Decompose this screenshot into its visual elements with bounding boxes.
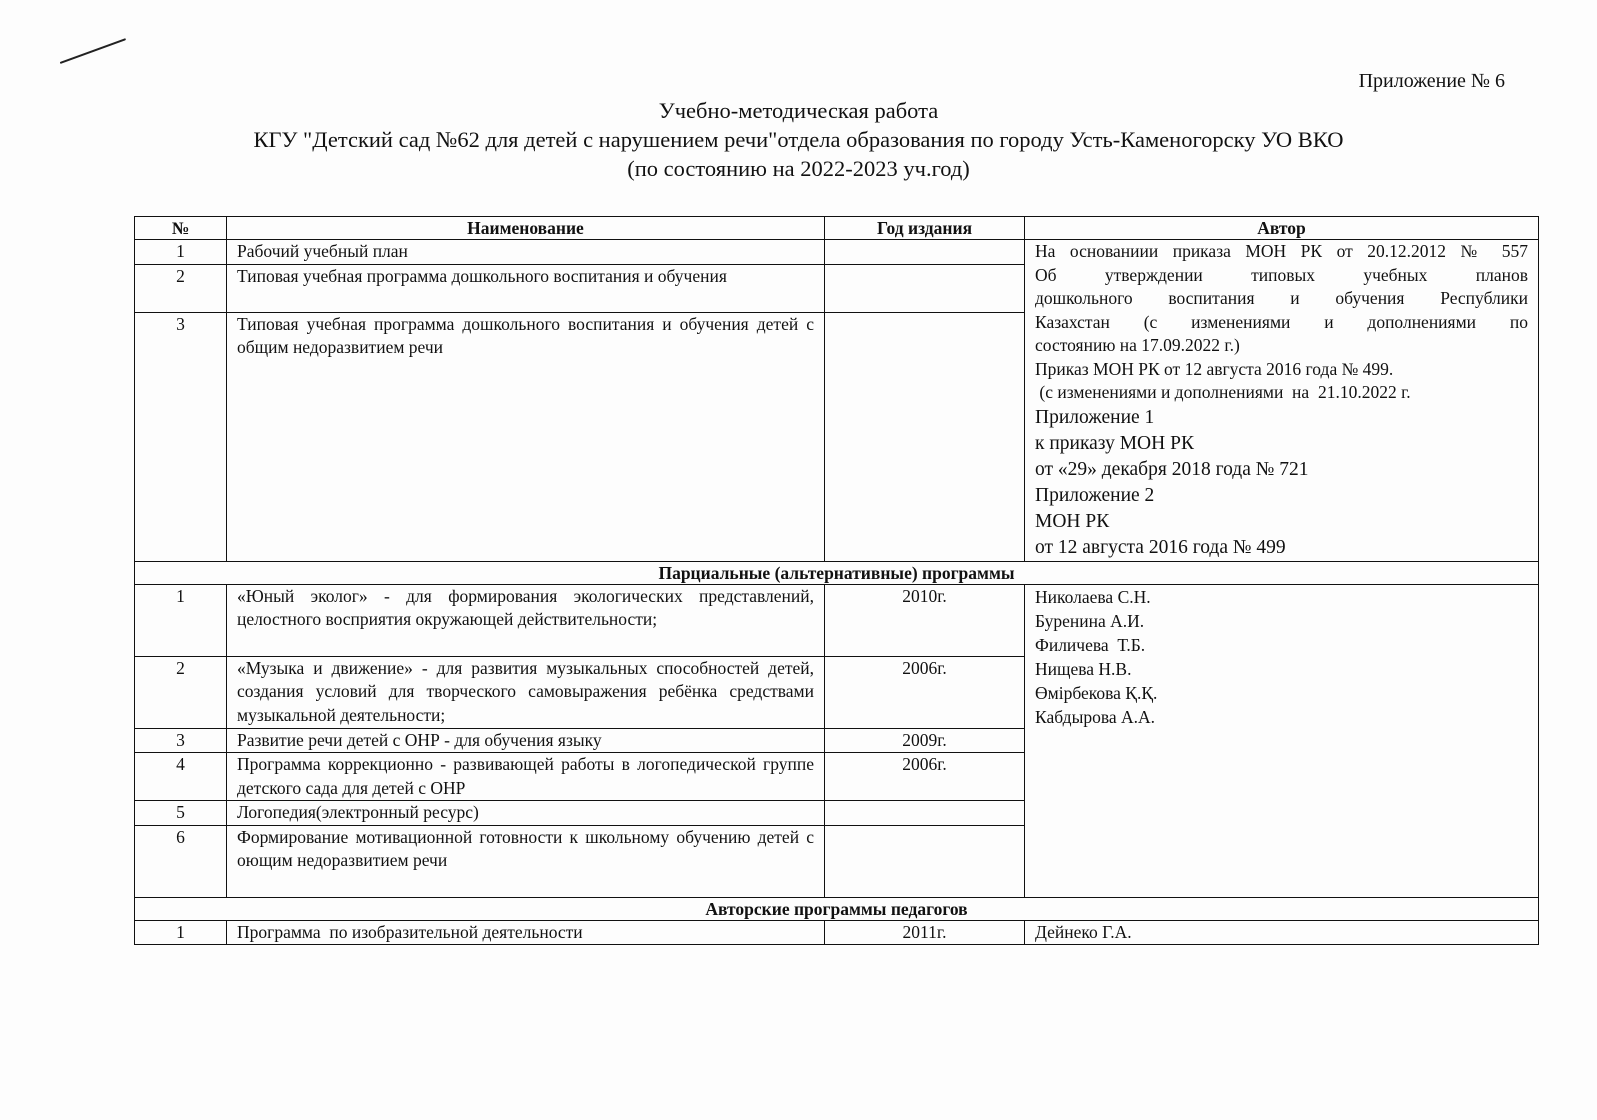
author-line: (с изменениями и дополнениями на 21.10.2022 г.	[1035, 382, 1411, 402]
row-number: 1	[135, 584, 227, 656]
author-line: На основаниии приказа МОН РК от 20.12.2012 № 557	[1035, 241, 1528, 261]
author-line: состоянию на 17.09.2022 г.)	[1035, 335, 1240, 355]
row-name: Программа коррекционно - развивающей работы в логопедической группе детского сада для детей с ОНР	[227, 753, 825, 801]
section-row	[135, 897, 1539, 920]
title-line-2: КГУ "Детский сад №62 для детей с нарушением речи"отдела образования по городу Усть-Каменогорску УО ВКО	[253, 127, 1344, 152]
author-line: Казахстан (с изменениями и дополнениями по	[1035, 311, 1528, 332]
row-number: 1	[135, 920, 227, 945]
author-name: Өмірбекова Қ.Қ.	[1035, 682, 1158, 703]
row-authors	[1025, 584, 1539, 897]
row-number: 5	[135, 801, 227, 826]
section-title-author-programs: Авторские программы педагогов	[135, 897, 1539, 920]
row-year: 2006г.	[825, 753, 1025, 801]
row-name: Развитие речи детей с ОНР - для обучения языку	[227, 728, 825, 753]
row-name: «Юный эколог» - для формирования экологических представлений, целостного восприятия окружающей действительности;	[227, 584, 825, 656]
row-year	[825, 264, 1025, 312]
column-header-year: Год издания	[825, 217, 1025, 240]
row-year: 2010г.	[825, 584, 1025, 656]
row-author	[1025, 240, 1539, 562]
row-name: «Музыка и движение» - для развития музыкальных способностей детей, создания условий для творческого самовыражения ребёнка средствами музыкальной деятельности;	[227, 656, 825, 728]
row-name: Формирование мотивационной готовности к школьному обучению детей с оющим недоразвитием речи	[227, 825, 825, 897]
author-line: Приложение 2	[1035, 484, 1155, 506]
row-number: 6	[135, 825, 227, 897]
author-line: Приказ МОН РК от 12 августа 2016 года № 499.	[1035, 358, 1394, 379]
row-name: Типовая учебная программа дошкольного воспитания и обучения детей с общим недоразвитием речи	[227, 312, 825, 561]
column-header-name: Наименование	[227, 217, 825, 240]
table-row	[135, 920, 1539, 945]
pen-mark	[60, 38, 126, 64]
document-title	[0, 96, 1597, 183]
author-name: Кабдырова А.А.	[1035, 706, 1156, 727]
row-number: 3	[135, 728, 227, 753]
table-row	[135, 584, 1539, 656]
section-row	[135, 561, 1539, 584]
row-number: 2	[135, 656, 227, 728]
table-row	[135, 240, 1539, 265]
table-header-row	[135, 217, 1539, 240]
author-line: дошкольного воспитания и обучения Республики	[1035, 288, 1528, 308]
author-name: Нищева Н.В.	[1035, 658, 1132, 679]
row-number: 4	[135, 753, 227, 801]
title-line-1: Учебно-методическая работа	[658, 98, 939, 123]
column-header-author: Автор	[1025, 217, 1539, 240]
row-year	[825, 825, 1025, 897]
author-line: от «29» декабря 2018 года № 721	[1035, 458, 1309, 480]
section-title-partial-programs: Парциальные (альтернативные) программы	[135, 561, 1539, 584]
row-number: 3	[135, 312, 227, 561]
row-name: Рабочий учебный план	[227, 240, 825, 265]
row-year	[825, 240, 1025, 265]
row-year	[825, 312, 1025, 561]
row-year: 2011г.	[825, 920, 1025, 945]
author-line: Приложение 1	[1035, 406, 1155, 428]
row-name: Логопедия(электронный ресурс)	[227, 801, 825, 826]
row-name: Типовая учебная программа дошкольного воспитания и обучения	[227, 264, 825, 312]
author-line: МОН РК	[1035, 510, 1110, 532]
appendix-label: Приложение № 6	[1358, 70, 1505, 92]
title-line-3: (по состоянию на 2022-2023 уч.год)	[627, 156, 970, 181]
author-name: Николаева С.Н.	[1035, 586, 1151, 607]
row-author: Дейнеко Г.А.	[1025, 920, 1539, 945]
row-year: 2009г.	[825, 728, 1025, 753]
row-name: Программа по изобразительной деятельности	[227, 920, 825, 945]
row-year: 2006г.	[825, 656, 1025, 728]
author-line: к приказу МОН РК	[1035, 432, 1194, 454]
row-year	[825, 801, 1025, 826]
row-number: 2	[135, 264, 227, 312]
author-name: Филичева Т.Б.	[1035, 634, 1146, 655]
column-header-number: №	[135, 217, 227, 240]
row-number: 1	[135, 240, 227, 265]
author-line: Об утверждении типовых учебных планов	[1035, 264, 1528, 285]
author-name: Буренина А.И.	[1035, 610, 1145, 631]
author-line: от 12 августа 2016 года № 499	[1035, 536, 1286, 558]
methodical-work-table	[134, 216, 1539, 945]
